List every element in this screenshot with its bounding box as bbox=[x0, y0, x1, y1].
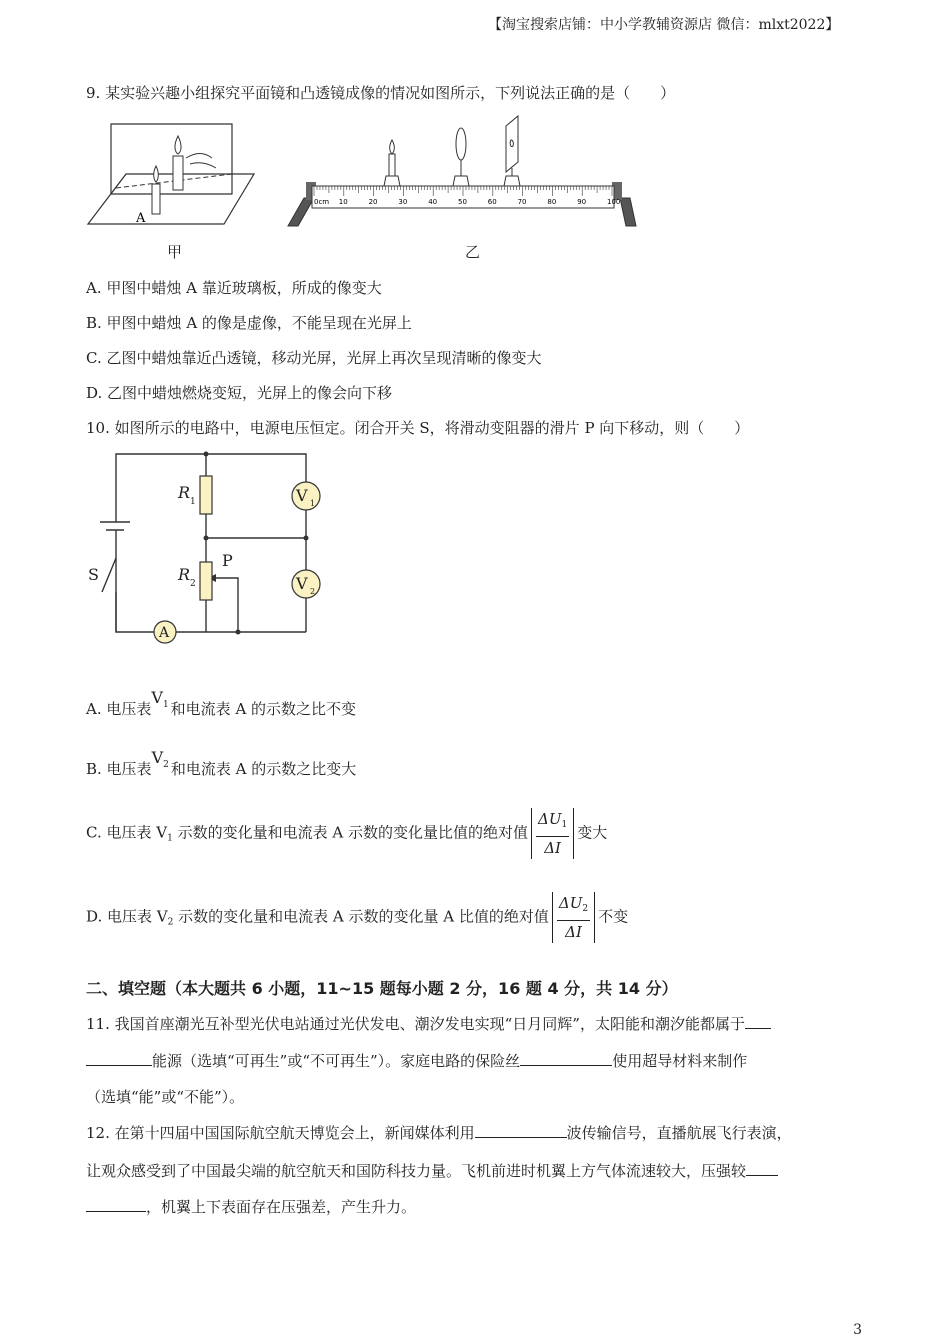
figure-a-caption: 甲 bbox=[167, 243, 183, 261]
q12-line-1: 12. 在第十四届中国国际航空航天博览会上，新闻媒体利用 波传输信号，直播航展飞行表演， bbox=[86, 1124, 792, 1142]
q11-line-1: 11. 我国首座潮光互补型光伏电站通过光伏发电、潮汐发电实现“日月同辉”，太阳能和潮汐能都属于 bbox=[86, 1013, 771, 1034]
svg-text:2: 2 bbox=[310, 587, 316, 596]
resistor-r1 bbox=[200, 476, 212, 514]
q10-option-a: A. 电压表$V_1$ 和电流表 A 的示数之比不变 bbox=[86, 688, 357, 718]
q10-option-d: D. 电压表 $V_2$ 示数的变化量和电流表 A 示数的变化量 A 比值的绝对值 $\frac{\Delta U_2}{\Delta I}$ 不变 bbox=[86, 894, 629, 941]
ruler-tick-label: 40 bbox=[428, 198, 438, 206]
q10-option-b: B. 电压表$V_2$ 和电流表 A 的示数之比变大 bbox=[86, 748, 357, 778]
light-screen bbox=[506, 116, 518, 172]
ruler-tick-label: 30 bbox=[398, 198, 408, 206]
q11-line-3: （选填“能”或“不能”）。 bbox=[86, 1088, 245, 1106]
figure-optical-bench bbox=[284, 112, 640, 230]
ruler-tick-label: 80 bbox=[547, 198, 557, 206]
svg-text:2: 2 bbox=[190, 579, 196, 589]
svg-text:1: 1 bbox=[310, 499, 316, 508]
ruler-tick-label: 20 bbox=[368, 198, 378, 206]
figure-b-caption: 乙 bbox=[465, 243, 481, 261]
q12-line-2: 让观众感受到了中国最尖端的航空航天和国防科技力量。飞机前进时机翼上方气体流速较大，压强较 bbox=[86, 1160, 778, 1181]
figure-plane-mirror bbox=[86, 118, 261, 230]
r2-label: R bbox=[178, 565, 191, 584]
q11-line-2: 能源（选填“可再生”或“不可再生”）。家庭电路的保险丝 使用超导材料来制作 bbox=[86, 1050, 747, 1071]
circuit-diagram bbox=[86, 446, 326, 656]
v1-label: V bbox=[296, 486, 308, 505]
q9-stem: 9. 某实验兴趣小组探究平面镜和凸透镜成像的情况如图所示，下列说法正确的是（ ） bbox=[86, 84, 676, 102]
fraction-du2-di: $\frac{\Delta U_2}{\Delta I}$ bbox=[552, 892, 595, 943]
q10-stem: 10. 如图所示的电路中，电源电压恒定。闭合开关 S，将滑动变阻器的滑片 P 向下移动，则（ ） bbox=[86, 419, 750, 437]
page-header: 【淘宝搜索店铺：中小学教辅资源店 微信：mlxt2022】 bbox=[488, 17, 840, 33]
q12-line-3: ，机翼上下表面存在压强差，产生升力。 bbox=[86, 1196, 416, 1217]
slider-p-label: P bbox=[222, 551, 233, 570]
q9-option-a: A. 甲图中蜡烛 A 靠近玻璃板，所成的像变大 bbox=[86, 279, 382, 297]
hand-sketch bbox=[186, 154, 216, 169]
q9-option-b: B. 甲图中蜡烛 A 的像是虚像，不能呈现在光屏上 bbox=[86, 314, 412, 332]
candle-image bbox=[173, 156, 183, 190]
bench-leg-right bbox=[620, 198, 636, 226]
page-number: 3 bbox=[853, 1322, 862, 1338]
ruler-tick-label: 70 bbox=[517, 198, 527, 206]
glass-plate bbox=[111, 124, 232, 194]
candle-a-label: A bbox=[136, 211, 146, 226]
q9-option-d: D. 乙图中蜡烛燃烧变短，光屏上的像会向下移 bbox=[86, 384, 393, 402]
q10-option-c: C. 电压表 $V_1$ 示数的变化量和电流表 A 示数的变化量比值的绝对值 $\frac{\Delta U_1}{\Delta I}$ 变大 bbox=[86, 810, 608, 857]
convex-lens bbox=[456, 128, 466, 160]
section-2-title: 二、填空题（本大题共 6 小题，11~15 题每小题 2 分，16 题 4 分，共 14 分） bbox=[86, 979, 678, 998]
fraction-du1-di: $\frac{\Delta U_1}{\Delta I}$ bbox=[531, 808, 574, 859]
table-surface bbox=[88, 174, 254, 224]
switch-label: S bbox=[88, 565, 99, 584]
candle-a bbox=[152, 184, 160, 214]
rheostat-r2 bbox=[200, 562, 212, 600]
ruler-tick-label: 10 bbox=[338, 198, 348, 206]
ruler-tick-label: 50 bbox=[458, 198, 467, 206]
v2-label: V bbox=[296, 574, 308, 593]
svg-text:1: 1 bbox=[190, 497, 196, 507]
ruler-tick-label: 60 bbox=[487, 198, 497, 206]
bench-candle bbox=[389, 154, 395, 176]
ruler-unit: 0cm bbox=[314, 198, 330, 206]
ruler-tick-label: 100 bbox=[607, 198, 621, 206]
bench-leg-left bbox=[288, 198, 314, 226]
r1-label: R bbox=[178, 483, 191, 502]
ammeter-label: A bbox=[159, 625, 170, 641]
ruler-tick-label: 90 bbox=[577, 198, 587, 206]
q9-option-c: C. 乙图中蜡烛靠近凸透镜，移动光屏，光屏上再次呈现清晰的像变大 bbox=[86, 349, 542, 367]
